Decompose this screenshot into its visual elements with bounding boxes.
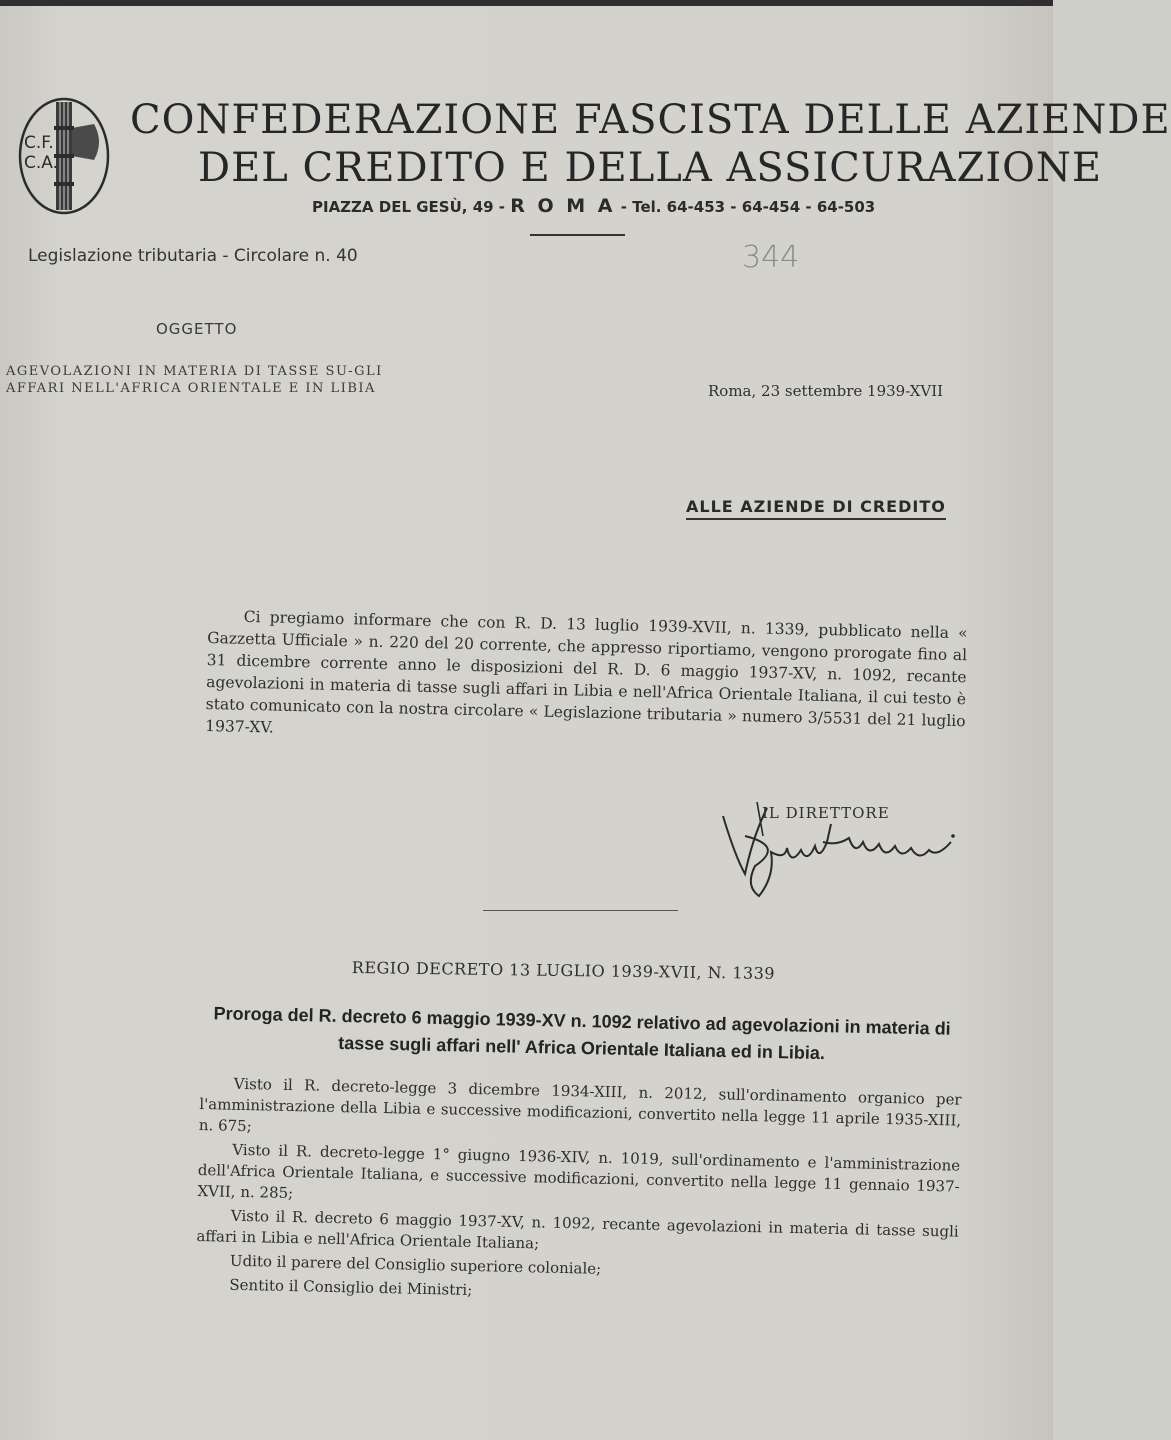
subject-label: OGGETTO (156, 320, 238, 338)
recipient-heading: ALLE AZIENDE DI CREDITO (686, 497, 946, 520)
letterhead-address (312, 195, 875, 217)
fasces-emblem-logo (18, 96, 110, 216)
org-name-line1: CONFEDERAZIONE FASCISTA DELLE AZIENDE (130, 97, 1171, 143)
handwritten-page-number: 344 (742, 240, 800, 275)
svg-text:C.F.: C.F. (24, 133, 54, 153)
decree-subtitle: Proroga del R. decreto 6 maggio 1939-XV n. 1092 relativo ad agevolazioni in materia di tasse sugli affari nell' Africa Orientale Italiana ed in Libia. (213, 1003, 951, 1064)
letter-date: Roma, 23 settembre 1939-XVII (708, 382, 944, 400)
circular-reference: Legislazione tributaria - Circolare n. 40 (28, 246, 358, 266)
svg-text:C.A.: C.A. (24, 153, 59, 173)
preamble-clause: Sentito il Consiglio dei Ministri; (229, 1275, 473, 1299)
preamble-clause: Udito il parere del Consiglio superiore coloniale; (229, 1251, 602, 1278)
decree-preamble (195, 1073, 962, 1315)
preamble-clause: Visto il R. decreto-legge 3 dicembre 1934-XIII, n. 2012, sull'ordinamento organico per l'amministrazione della Libia e successive modificazioni, convertito nella legge 11 aprile 1935-XIII, n. 675; (198, 1074, 962, 1136)
preamble-clause: Visto il R. decreto 6 maggio 1937-XV, n. 1092, recante agevolazioni in materia di tasse sugli affari in Libia e nell'Africa Orientale Italiana; (196, 1206, 959, 1253)
handwritten-signature (715, 796, 965, 906)
letter-body: Ci pregiamo informare che con R. D. 13 luglio 1939-XVII, n. 1339, pubblicato nella « Gazzetta Ufficiale » n. 220 del 20 corrente, che appresso riportiamo, vengono prorogate fino al 31 dicembre corrente anno le disposizioni del R. D. 6 maggio 1937-XV, n. 1092, recante agevolazioni in materia di tasse sugli affari in Libia e nell'Africa Orientale Italiana, il cui testo è stato comunicato con la nostra circolare « Legislazione tributaria » numero 3/5531 del 21 luglio 1937-XV. (205, 607, 968, 737)
address-city: R O M A (510, 195, 616, 217)
subject-text: AGEVOLAZIONI IN MATERIA DI TASSE SU-GLI AFFARI NELL'AFRICA ORIENTALE E IN LIBIA (6, 364, 383, 396)
section-divider (483, 910, 678, 911)
address-underline (530, 234, 625, 236)
decree-title: REGIO DECRETO 13 LUGLIO 1939-XVII, N. 1339 (351, 958, 776, 983)
preamble-clause: Visto il R. decreto-legge 1° giugno 1936-XIV, n. 1019, sull'ordinamento e l'amministrazione dell'Africa Orientale Italiana, e successive modificazioni, convertito nella legge 11 gennaio 1937-XVII, n. 285; (197, 1140, 961, 1203)
address-street: PIAZZA DEL GESÙ, 49 - (312, 198, 506, 216)
address-telephone: - Tel. 64-453 - 64-454 - 64-503 (620, 198, 876, 216)
director-title: IL DIRETTORE (762, 804, 890, 822)
org-name-line2: DEL CREDITO E DELLA ASSICURAZIONE (198, 145, 1103, 191)
organization-name (130, 96, 1171, 192)
